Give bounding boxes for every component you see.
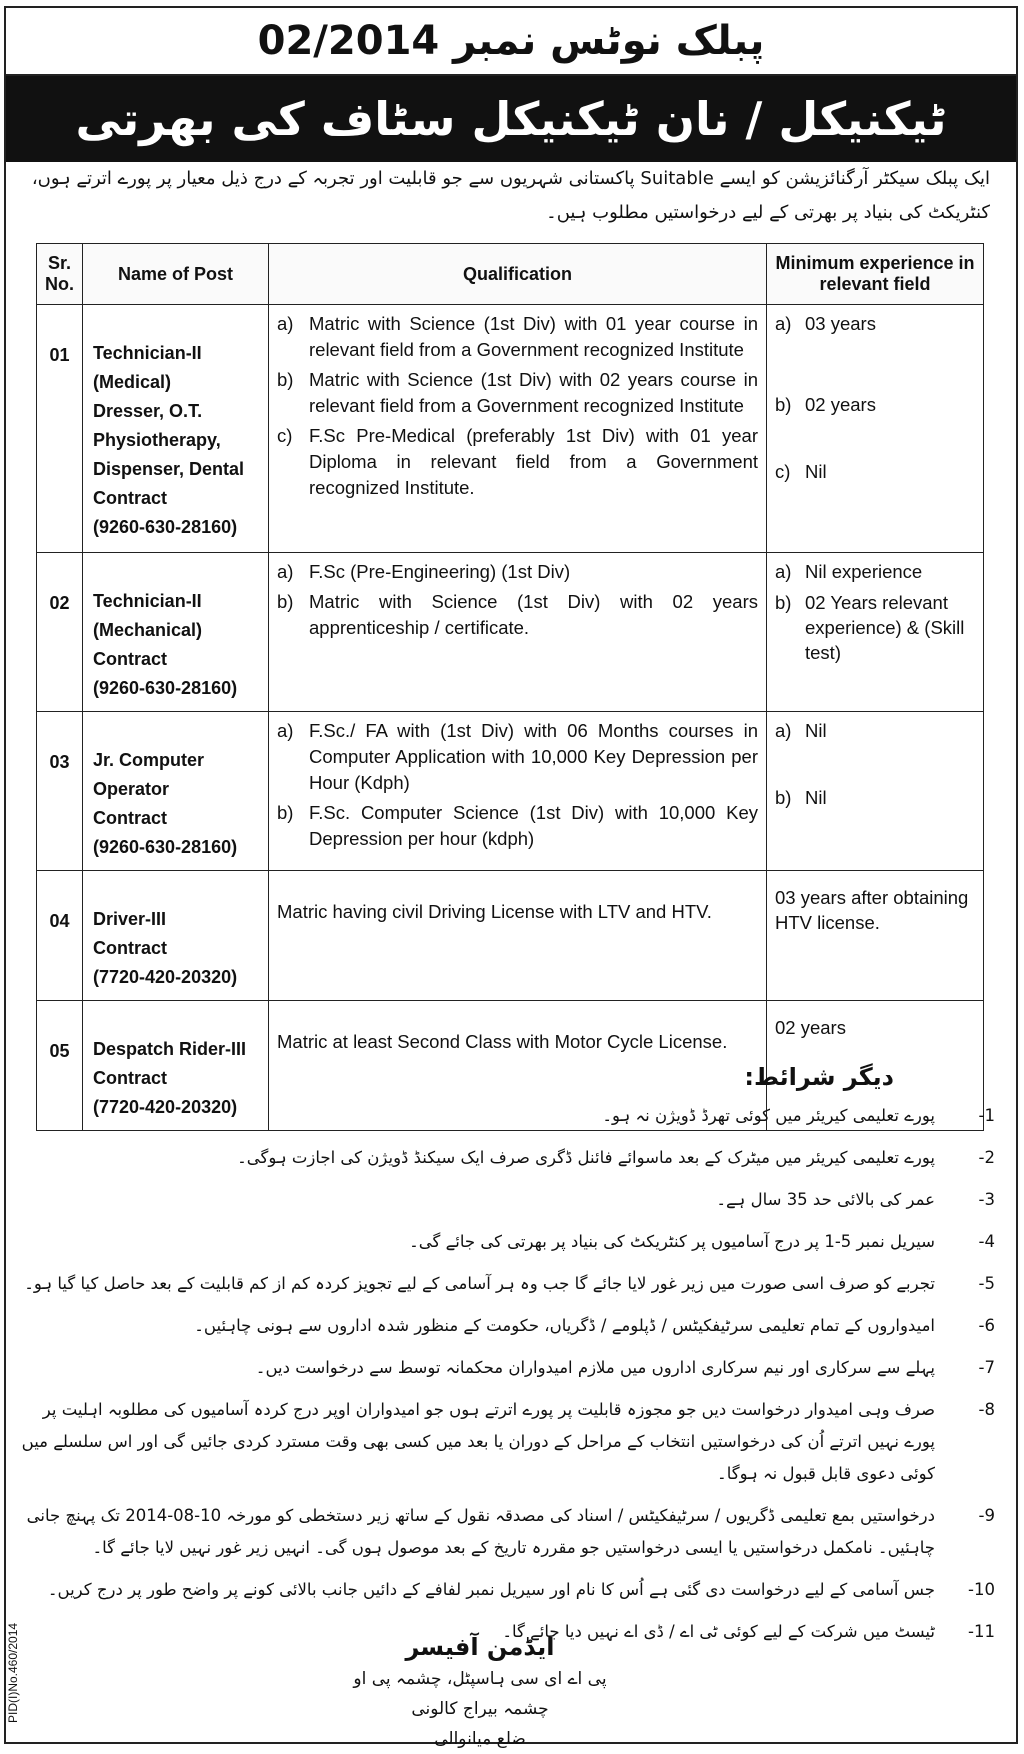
qualification-text: Matric with Science (1st Div) with 02 years course in relevant field from a Government recognized Institute [309, 369, 758, 416]
post-name-line: Technician-II [93, 591, 202, 611]
qualification-text: F.Sc Pre-Medical (preferably 1st Div) with 01 year Diploma in relevant field from a Government recognized Institute. [309, 425, 758, 498]
experience-item [775, 459, 975, 484]
header-name: Name of Post [83, 244, 269, 305]
post-name-line: Dispenser, Dental [93, 459, 245, 479]
post-name-line: (9260-630-28160) [93, 517, 238, 537]
experience-label: b) [775, 394, 792, 415]
qualification-cell: Matric having civil Driving License with LTV and HTV. [269, 871, 767, 1001]
post-name-line: (9260-630-28160) [93, 678, 238, 698]
term-number: -11 [968, 1622, 995, 1641]
qualification-text: Matric with Science (1st Div) with 01 year course in relevant field from a Government recognized Institute [309, 313, 758, 360]
qualification-text: F.Sc. Computer Science (1st Div) with 10,000 Key Depression per hour (kdph) [309, 802, 758, 849]
post-name-line: Contract [93, 808, 168, 828]
table-body [37, 305, 984, 1131]
term-item [20, 1268, 995, 1300]
qualification-label: c) [277, 425, 293, 446]
qualification-item [277, 800, 758, 852]
experience-cell [767, 305, 984, 553]
experience-label: a) [775, 561, 792, 582]
table-header-row [37, 244, 984, 305]
qualification-cell [269, 553, 767, 712]
notice-title: پبلک نوٹس نمبر 02/2014 [4, 6, 1018, 76]
term-item [20, 1100, 995, 1132]
posts-table [36, 243, 984, 1131]
experience-item [775, 559, 975, 584]
signature-address-1: پی اے ای سی ہاسپٹل، چشمہ پی او چشمہ بیراج کالونی [353, 1669, 607, 1719]
qualification-label: a) [277, 313, 294, 334]
term-item [20, 1142, 995, 1174]
qualification-text: F.Sc (Pre-Engineering) (1st Div) [309, 561, 571, 582]
post-name [83, 712, 269, 871]
term-item [20, 1500, 995, 1564]
qualification-item [277, 311, 758, 363]
qualification-item [277, 559, 758, 585]
term-text: پورے تعلیمی کیریئر میں کوئی تھرڈ ڈویژن نہ ہو۔ [602, 1106, 935, 1125]
qualification-cell: Matric at least Second Class with Motor Cycle License. [269, 1001, 767, 1131]
table-row [37, 871, 984, 1001]
experience-item [775, 590, 975, 665]
post-name-line: Driver-III [93, 909, 167, 929]
experience-cell: 03 years after obtaining HTV license. [767, 871, 984, 1001]
experience-label: a) [775, 720, 792, 741]
experience-item [775, 785, 975, 810]
header-sr: Sr. No. [37, 244, 83, 305]
term-text: ٹیسٹ میں شرکت کے لیے کوئی ٹی اے / ڈی اے نہیں دیا جائے گا۔ [502, 1622, 935, 1641]
serial-number: 02 [37, 553, 83, 712]
experience-text: Nil experience [805, 561, 923, 582]
serial-number: 04 [37, 871, 83, 1001]
experience-label: b) [775, 592, 792, 613]
post-name-line: (7720-420-20320) [93, 967, 238, 987]
qualification-cell [269, 305, 767, 553]
table-row [37, 305, 984, 553]
serial-number: 03 [37, 712, 83, 871]
experience-text: 02 years [805, 394, 876, 415]
qualification-text: Matric with Science (1st Div) with 02 years apprenticeship / certificate. [309, 591, 758, 638]
experience-text: 02 Years relevant experience) & (Skill test) [805, 592, 965, 663]
term-item [20, 1574, 995, 1606]
experience-label: a) [775, 313, 792, 334]
signature-address-2: ضلع میانوالی [434, 1729, 526, 1749]
post-name-line: (9260-630-28160) [93, 837, 238, 857]
post-name-line: Despatch Rider-III [93, 1039, 247, 1059]
table-row [37, 553, 984, 712]
term-text: جس آسامی کے لیے درخواست دی گئی ہے اُس کا نام اور سیریل نمبر لفافے کے دائیں جانب بالائی کونے پر واضح طور پر درج کریں۔ [47, 1580, 935, 1599]
post-name-line: Contract [93, 938, 168, 958]
qualification-item [277, 718, 758, 796]
post-name [83, 305, 269, 553]
qualification-item [277, 589, 758, 641]
experience-label: b) [775, 787, 792, 808]
term-text: امیدواروں کے تمام تعلیمی سرٹیفکیٹس / ڈپلومے / ڈگریاں، حکومت کے منظور شدہ اداروں سے ہونی چاہئیں۔ [194, 1316, 935, 1335]
term-text: تجربے کو صرف اسی صورت میں زیر غور لایا جائے گا جب وہ ہر آسامی کے لیے تجویز کردہ کم از کم قابلیت کے بعد حاصل کیا گیا ہو۔ [24, 1274, 935, 1293]
post-name-line: Operator [93, 779, 170, 799]
experience-text: Nil [805, 787, 827, 808]
qualification-label: a) [277, 561, 294, 582]
post-name [83, 553, 269, 712]
experience-cell: 02 years [767, 1001, 984, 1131]
experience-cell [767, 553, 984, 712]
recruitment-banner: ٹیکنیکل / نان ٹیکنیکل سٹاف کی بھرتی [6, 76, 1016, 162]
header-qualification: Qualification [269, 244, 767, 305]
qualification-cell [269, 712, 767, 871]
table-row [37, 712, 984, 871]
qualification-item [277, 367, 758, 419]
term-text: پہلے سے سرکاری اور نیم سرکاری اداروں میں ملازم امیدواران محکمانہ توسط سے درخواست دیں۔ [255, 1358, 935, 1377]
experience-text: Nil [805, 461, 827, 482]
post-name-line: Contract [93, 1068, 168, 1088]
experience-cell [767, 712, 984, 871]
signature-office: ایڈمن آفیسر [405, 1633, 555, 1661]
post-name-line: Technician-II [93, 343, 202, 363]
term-number: -6 [978, 1316, 995, 1335]
post-name-line: Dresser, O.T. [93, 401, 203, 421]
term-number: -5 [978, 1274, 995, 1293]
term-text: پورے تعلیمی کیریئر میں میٹرک کے بعد ماسوائے فائنل ڈگری صرف ایک سیکنڈ ڈویژن کی اجازت ہوگی۔ [237, 1148, 935, 1167]
post-name [83, 871, 269, 1001]
terms-heading: دیگر شرائط: [744, 1063, 894, 1091]
experience-item [775, 392, 975, 417]
qualification-item [277, 423, 758, 501]
post-name-line: (Mechanical) [93, 620, 203, 640]
experience-item [775, 718, 975, 743]
term-item [20, 1352, 995, 1384]
term-item [20, 1310, 995, 1342]
experience-text: 03 years [805, 313, 876, 334]
pid-number: PID(I)No.460/2014 [6, 1622, 20, 1723]
post-name-line: (7720-420-20320) [93, 1097, 238, 1117]
term-text: سیریل نمبر 5-1 پر درج آسامیوں پر کنٹریکٹ کی بنیاد پر بھرتی کی جائے گی۔ [409, 1232, 935, 1251]
experience-label: c) [775, 461, 791, 482]
term-item [20, 1184, 995, 1216]
term-number: -2 [978, 1148, 995, 1167]
serial-number: 05 [37, 1001, 83, 1131]
qualification-text: F.Sc./ FA with (1st Div) with 06 Months courses in Computer Application with 10,000 Key Depression per Hour (Kdph) [309, 720, 758, 793]
experience-item [775, 311, 975, 336]
term-text: صرف وہی امیدوار درخواست دیں جو مجوزہ قابلیت پر پورے اترتے ہوں جو امیدواران اوپر درج کردہ آسامیوں کی مطلوبہ اہلیت پر پورے نہیں اترتے اُن کی درخواستیں انتخاب کے مراحل کے دوران یا بعد میں کسی بھی وقت مسترد کردی جائیں گی اور اس سلسلے میں کوئی دعوی قابل قبول نہ ہوگا۔ [21, 1400, 935, 1483]
term-number: -9 [978, 1506, 995, 1525]
term-number: -10 [968, 1580, 995, 1599]
terms-list [20, 1100, 995, 1658]
header-experience: Minimum experience in relevant field [767, 244, 984, 305]
term-number: -8 [978, 1400, 995, 1419]
intro-paragraph: ایک پبلک سیکٹر آرگنائزیشن کو ایسے Suitable پاکستانی شہریوں سے جو قابلیت اور تجربہ کے درج ذیل معیار پر پورے اترتے ہوں، کنٹریکٹ کی بنیاد پر بھرتی کے لیے درخواستیں مطلوب ہیں۔ [31, 168, 990, 223]
term-text: درخواستیں بمع تعلیمی ڈگریوں / سرٹیفکیٹس / اسناد کی مصدقہ نقول کے ساتھ زیر دستخطی کو مورخہ 10-08-2014 تک پہنچ جانی چاہئیں۔ نامکمل درخواستیں یا ایسی درخواستیں جو مقررہ تاریخ کے بعد موصول ہوں گی۔ انہیں زیر غور نہیں لایا جائے گا۔ [26, 1506, 935, 1557]
post-name-line: Contract [93, 649, 168, 669]
term-number: -4 [978, 1232, 995, 1251]
signature-block [330, 1630, 630, 1754]
term-number: -7 [978, 1358, 995, 1377]
term-number: -1 [978, 1106, 995, 1125]
term-item [20, 1394, 995, 1490]
term-text: عمر کی بالائی حد 35 سال ہے۔ [716, 1190, 935, 1209]
term-item [20, 1226, 995, 1258]
term-number: -3 [978, 1190, 995, 1209]
post-name-line: (Medical) [93, 372, 172, 392]
qualification-label: a) [277, 720, 294, 741]
qualification-label: b) [277, 591, 294, 612]
post-name-line: Contract [93, 488, 168, 508]
qualification-label: b) [277, 802, 294, 823]
experience-text: Nil [805, 720, 827, 741]
post-name-line: Jr. Computer [93, 750, 205, 770]
serial-number: 01 [37, 305, 83, 553]
post-name-line: Physiotherapy, [93, 430, 221, 450]
qualification-label: b) [277, 369, 294, 390]
